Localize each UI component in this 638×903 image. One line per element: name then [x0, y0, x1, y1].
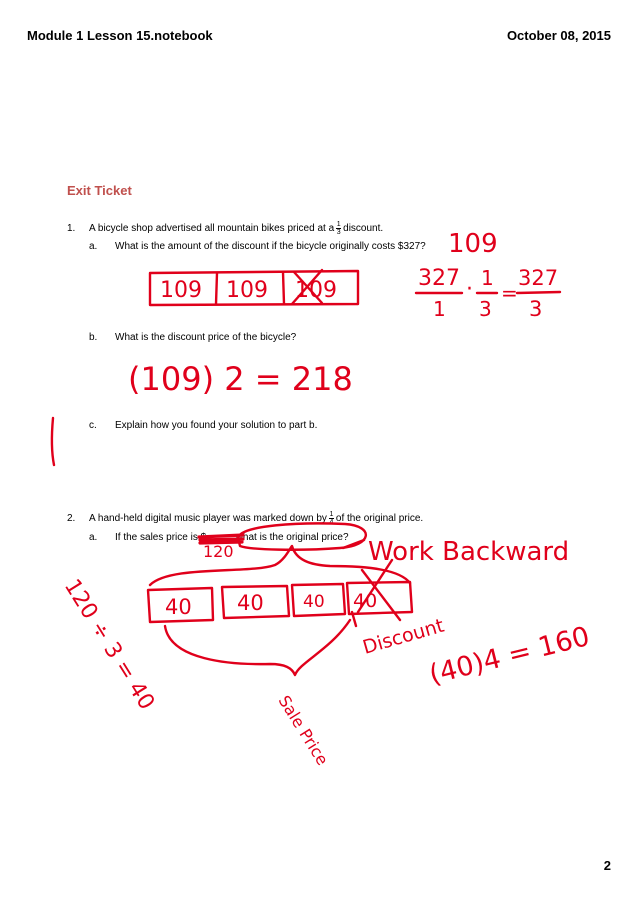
q1a-tape-diagram	[150, 270, 358, 305]
q1a-work-one: 1	[433, 297, 446, 321]
q1a-work-result-num: 327	[518, 266, 559, 290]
q2a-annotations	[199, 523, 569, 567]
q1b-answer: (109) 2 = 218	[128, 360, 353, 398]
q1a-work-bar	[517, 292, 560, 293]
question-2a-text-end: , what is the original price?	[230, 532, 349, 543]
margin-mark	[52, 418, 54, 465]
question-2-text: A hand-held digital music player was marked down by	[89, 513, 327, 525]
q2a-sale-label: Sale Price	[274, 692, 333, 769]
q1a-work-num: 327	[418, 266, 460, 291]
q2a-answer: (40)4 = 160	[426, 621, 593, 691]
q1a-work	[416, 266, 560, 321]
page-number: 2	[603, 858, 611, 873]
q1a-tape-cell: 109	[226, 278, 268, 303]
exit-ticket-title: Exit Ticket	[67, 183, 132, 198]
q2a-tape-cell: 40	[353, 590, 378, 612]
question-2a-label: a.	[89, 532, 98, 543]
question-2-number: 2.	[67, 513, 76, 525]
q2a-tape-cell: 40	[237, 591, 264, 615]
question-2a-text: If the sales price is $	[115, 532, 207, 543]
question-2-fraction: $\frac{1}{4}$	[329, 511, 334, 526]
q1a-work-equals: =	[501, 281, 518, 305]
question-1c-label: c.	[89, 420, 97, 431]
q1a-tape-cell: 109	[295, 278, 337, 303]
q2a-sale-price: 120	[203, 542, 234, 561]
question-2-text-end: of the original price.	[335, 513, 424, 525]
q1a-work-frac-num: 1	[481, 266, 494, 290]
question-1c-text: Explain how you found your solution to part b.	[115, 420, 318, 431]
q1a-tape-divider	[283, 272, 284, 304]
q2a-division: 120 ÷ 3 = 40	[58, 574, 159, 715]
q2a-discount-label: Discount	[360, 614, 447, 659]
question-1b-text: What is the discount price of the bicycle?	[115, 332, 297, 343]
q1a-work-frac-den: 3	[479, 297, 492, 321]
notebook-title: Module 1 Lesson 15.notebook	[27, 28, 213, 43]
question-1-text: A bicycle shop advertised all mountain bikes priced at a	[89, 223, 335, 235]
q2a-strategy: Work Backward	[368, 537, 570, 567]
question-1-number: 1.	[67, 223, 76, 235]
q1a-tape-divider	[216, 273, 217, 304]
q2a-tape-cell: 40	[165, 595, 192, 619]
question-1b-label: b.	[89, 332, 98, 343]
question-1-fraction: $\frac{1}{3}$	[336, 221, 341, 236]
q2a-tape-diagram	[148, 546, 447, 769]
q1a-work-dot: ·	[466, 277, 473, 302]
q2a-sale-brace	[165, 620, 350, 675]
q1a-work-result-den: 3	[529, 297, 543, 321]
question-1a-text: What is the amount of the discount if the bicycle originally costs $327?	[115, 241, 426, 252]
q2a-tape-cell: 40	[303, 592, 325, 612]
question-1-text-end: discount.	[343, 223, 384, 235]
q1a-answer: 109	[448, 229, 498, 259]
question-1a-label: a.	[89, 241, 98, 252]
q1a-tape-cell: 109	[160, 278, 202, 303]
notebook-date: October 08, 2015	[506, 28, 611, 43]
